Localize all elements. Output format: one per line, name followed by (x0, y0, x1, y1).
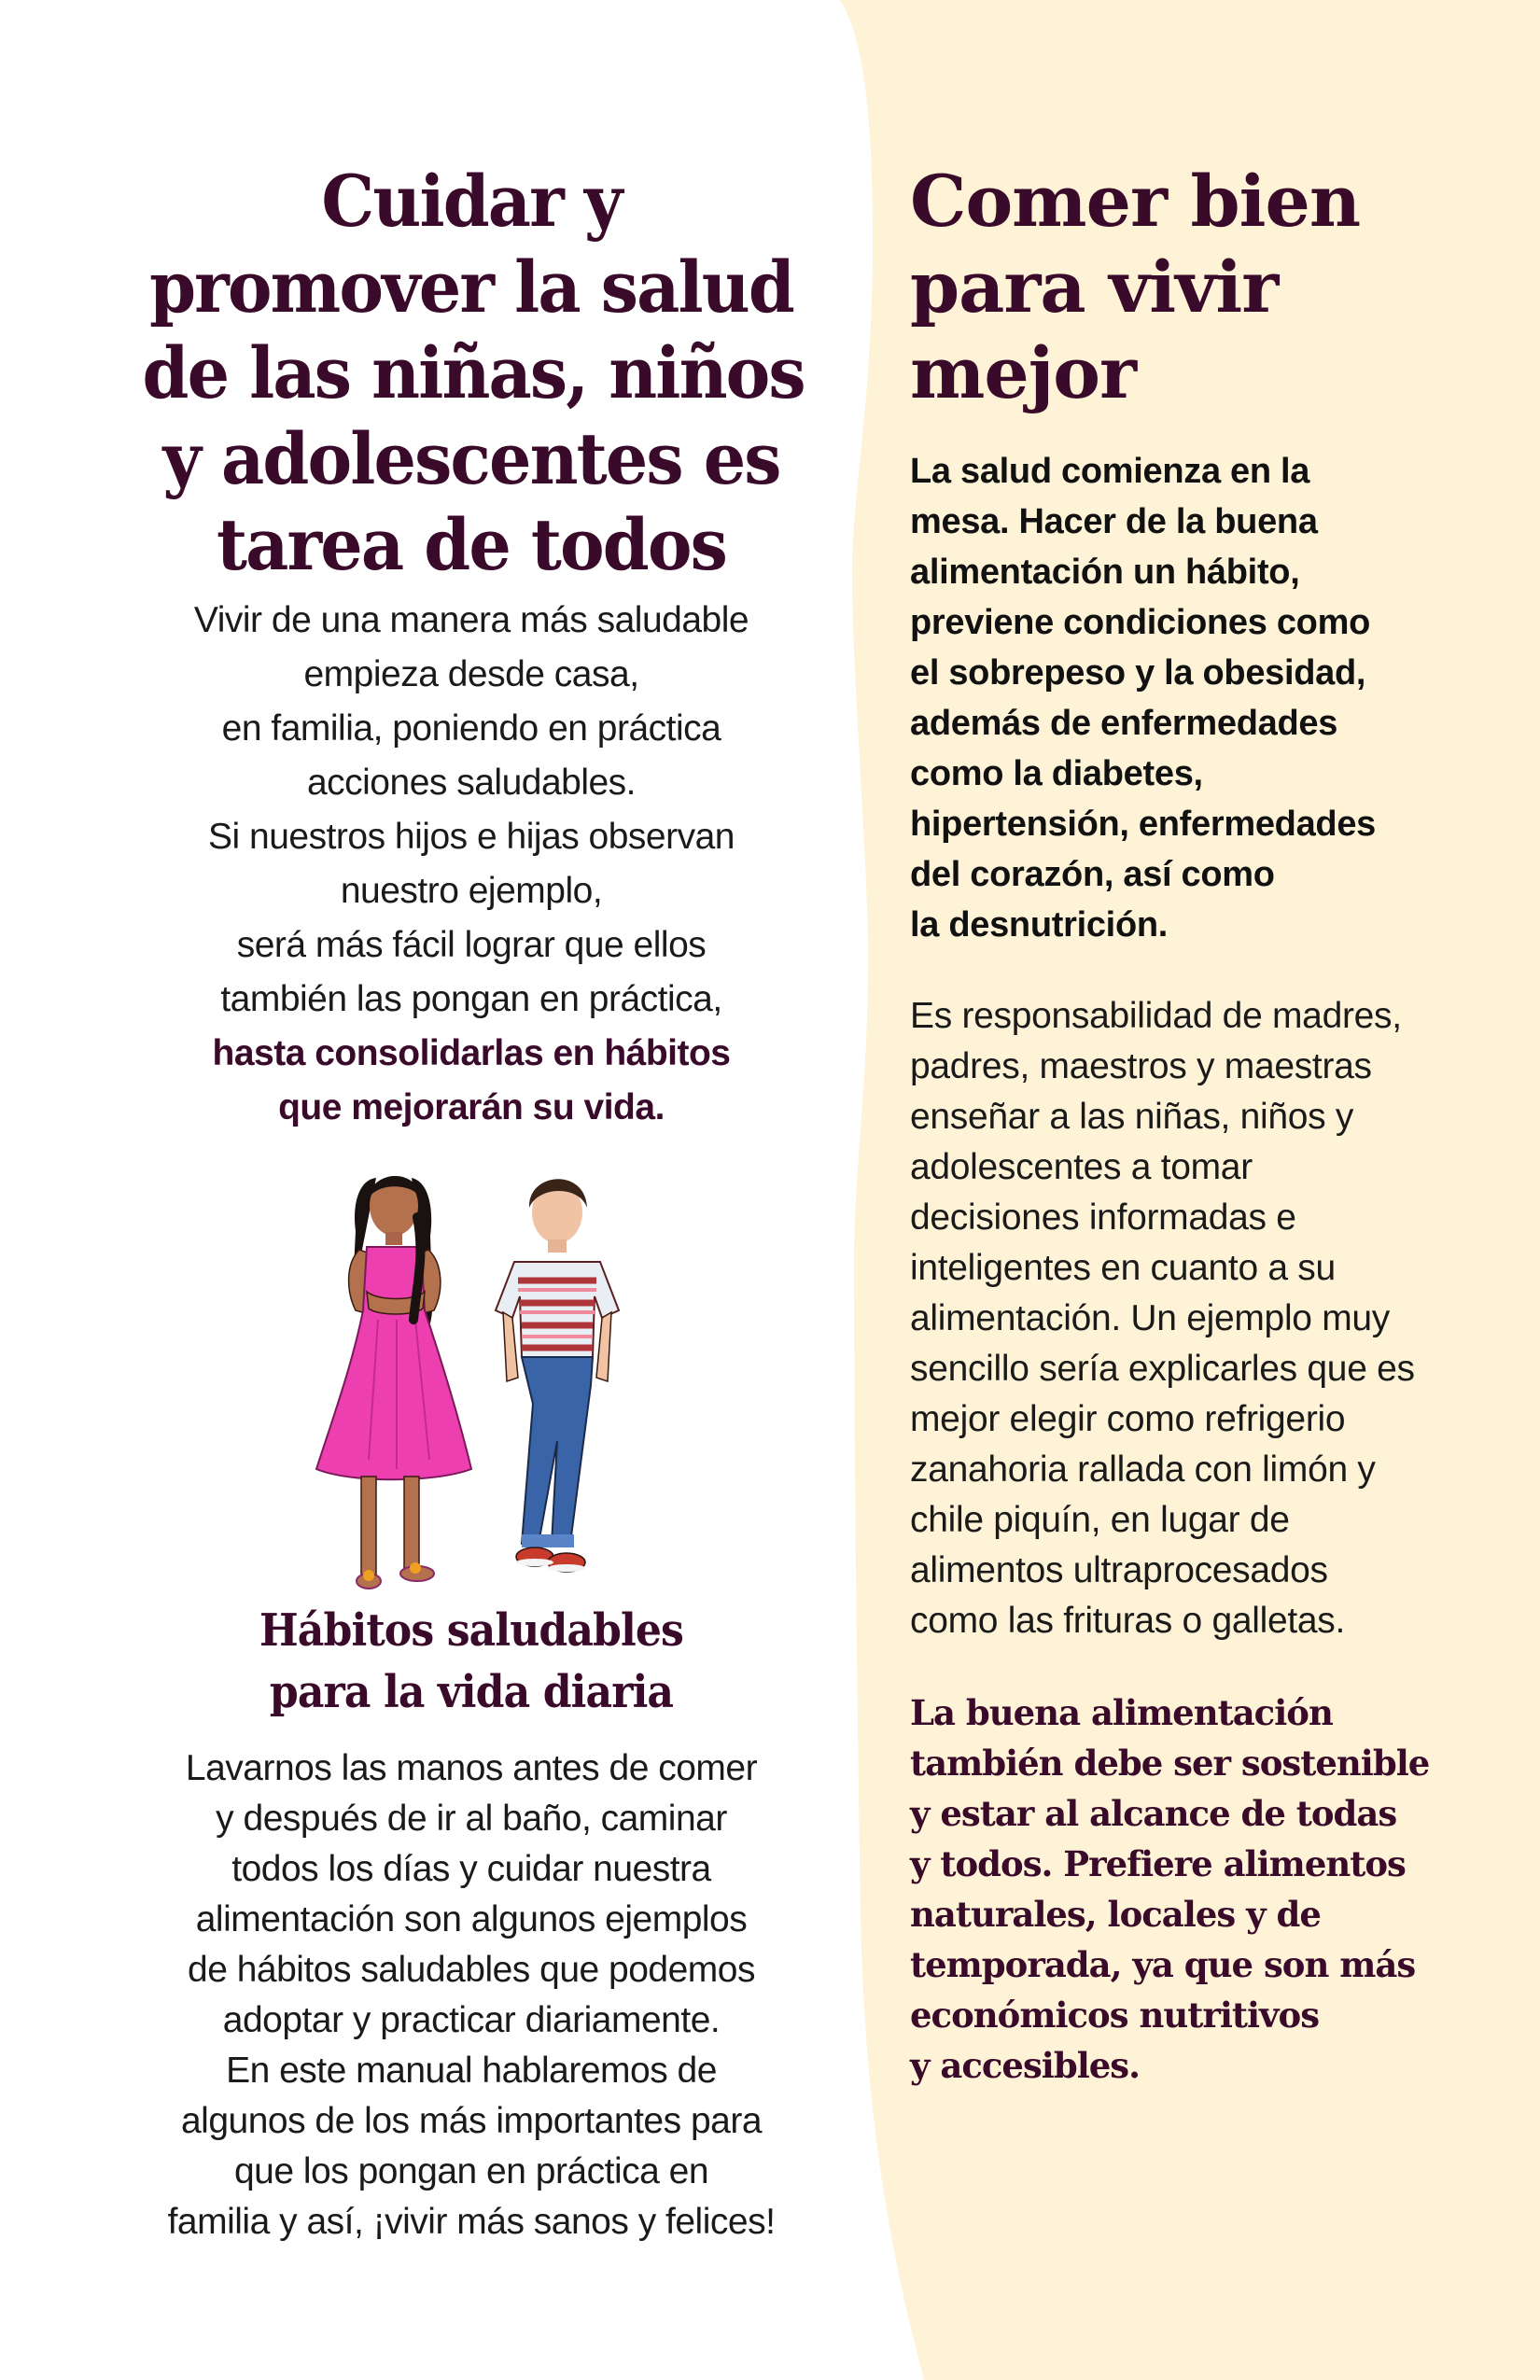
habits-line: alimentación son algunos ejemplos (195, 1899, 748, 1939)
habits-line: algunos de los más importantes para (180, 2101, 763, 2141)
left-page-title (142, 159, 805, 588)
responsibility-paragraph (910, 991, 1489, 1646)
intro-line: empieza desde casa, (303, 654, 639, 694)
paragraph-line: previene condiciones como (910, 603, 1370, 642)
subtitle-line: Hábitos saludables (259, 1604, 683, 1657)
right-title-line: para vivir (910, 245, 1279, 329)
habits-line: todos los días y cuidar nuestra (231, 1849, 711, 1889)
intro-line: acciones saludables. (306, 763, 637, 803)
intro-line: será más fácil lograr que ellos (236, 925, 707, 965)
boy-figure (496, 1179, 619, 1572)
intro-line: también las pongan en práctica, (220, 979, 722, 1019)
right-title-line: mejor (910, 331, 1136, 414)
left-column (121, 159, 821, 2247)
callout-line: La buena alimentación (910, 1692, 1333, 1733)
right-column (910, 159, 1489, 2091)
nutrition-intro-paragraph (910, 446, 1489, 950)
girl-and-boy-icon (294, 1161, 649, 1600)
left-title-line: promover la salud (149, 245, 793, 329)
habits-line: que los pongan en práctica en (233, 2151, 709, 2191)
paragraph-line: adolescentes a tomar (910, 1147, 1253, 1187)
callout-line: y estar al alcance de todas (910, 1793, 1397, 1834)
intro-line: Vivir de una manera más saludable (193, 600, 749, 640)
paragraph-line: como la diabetes, (910, 754, 1203, 793)
habits-line: Lavarnos las manos antes de comer (185, 1748, 758, 1788)
left-title-line: y adolescentes es (162, 417, 780, 500)
callout-line: naturales, locales y de (910, 1894, 1321, 1935)
paragraph-line: La salud comienza en la (910, 452, 1310, 491)
paragraph-line: zanahoria rallada con limón y (910, 1449, 1376, 1490)
right-page-title (910, 159, 1489, 416)
paragraph-line: sencillo sería explicarles que es (910, 1349, 1415, 1389)
girl-figure (316, 1176, 471, 1589)
paragraph-line: enseñar a las niñas, niños y (910, 1097, 1354, 1137)
children-illustration (294, 1161, 649, 1600)
callout-line: económicos nutritivos (910, 1995, 1320, 2036)
intro-line: Si nuestros hijos e hijas observan (208, 817, 735, 857)
callout-line: temporada, ya que son más (910, 1944, 1416, 1985)
habits-line: En este manual hablaremos de (226, 2051, 717, 2091)
habits-line: familia y así, ¡vivir más sanos y felices! (167, 2202, 776, 2242)
intro-line: nuestro ejemplo, (340, 871, 603, 911)
subtitle-line: para la vida diaria (269, 1666, 674, 1718)
paragraph-line: como las frituras o galletas. (910, 1601, 1346, 1641)
callout-line: también debe ser sostenible (910, 1743, 1430, 1784)
habits-line: de hábitos saludables que podemos (188, 1950, 755, 1990)
right-title-line: Comer bien (910, 160, 1361, 243)
paragraph-line: alimentos ultraprocesados (910, 1550, 1328, 1590)
paragraph-line: alimentación un hábito, (910, 553, 1300, 592)
left-title-line: de las niñas, niños (142, 331, 805, 414)
intro-emphasis-line: que mejorarán su vida. (278, 1087, 665, 1127)
left-title-line: Cuidar y (321, 160, 622, 243)
paragraph-line: Es responsabilidad de madres, (910, 996, 1402, 1036)
paragraph-line: padres, maestros y maestras (910, 1046, 1372, 1086)
paragraph-line: chile piquín, en lugar de (910, 1500, 1290, 1540)
paragraph-line: hipertensión, enfermedades (910, 805, 1377, 844)
paragraph-line: del corazón, así como (910, 855, 1275, 894)
left-title-line: tarea de todos (217, 503, 726, 586)
habits-subtitle (149, 1600, 793, 1723)
paragraph-line: inteligentes en cuanto a su (910, 1248, 1336, 1288)
callout-line: y todos. Prefiere alimentos (910, 1843, 1406, 1884)
intro-emphasis-line: hasta consolidarlas en hábitos (212, 1033, 731, 1073)
habits-line: y después de ir al baño, caminar (216, 1799, 727, 1839)
paragraph-line: decisiones informadas e (910, 1197, 1296, 1238)
paragraph-line: además de enfermedades (910, 704, 1338, 743)
intro-line: en familia, poniendo en práctica (221, 708, 721, 749)
habits-paragraph (121, 1743, 821, 2247)
paragraph-line: mesa. Hacer de la buena (910, 502, 1318, 541)
paragraph-line: el sobrepeso y la obesidad, (910, 653, 1366, 693)
sustainability-callout (910, 1687, 1489, 2091)
paragraph-line: la desnutrición. (910, 905, 1169, 945)
paragraph-line: mejor elegir como refrigerio (910, 1399, 1346, 1439)
habits-line: adoptar y practicar diariamente. (222, 2000, 721, 2040)
intro-paragraph (121, 594, 821, 1135)
callout-line: y accesibles. (910, 2045, 1141, 2086)
paragraph-line: alimentación. Un ejemplo muy (910, 1298, 1391, 1338)
